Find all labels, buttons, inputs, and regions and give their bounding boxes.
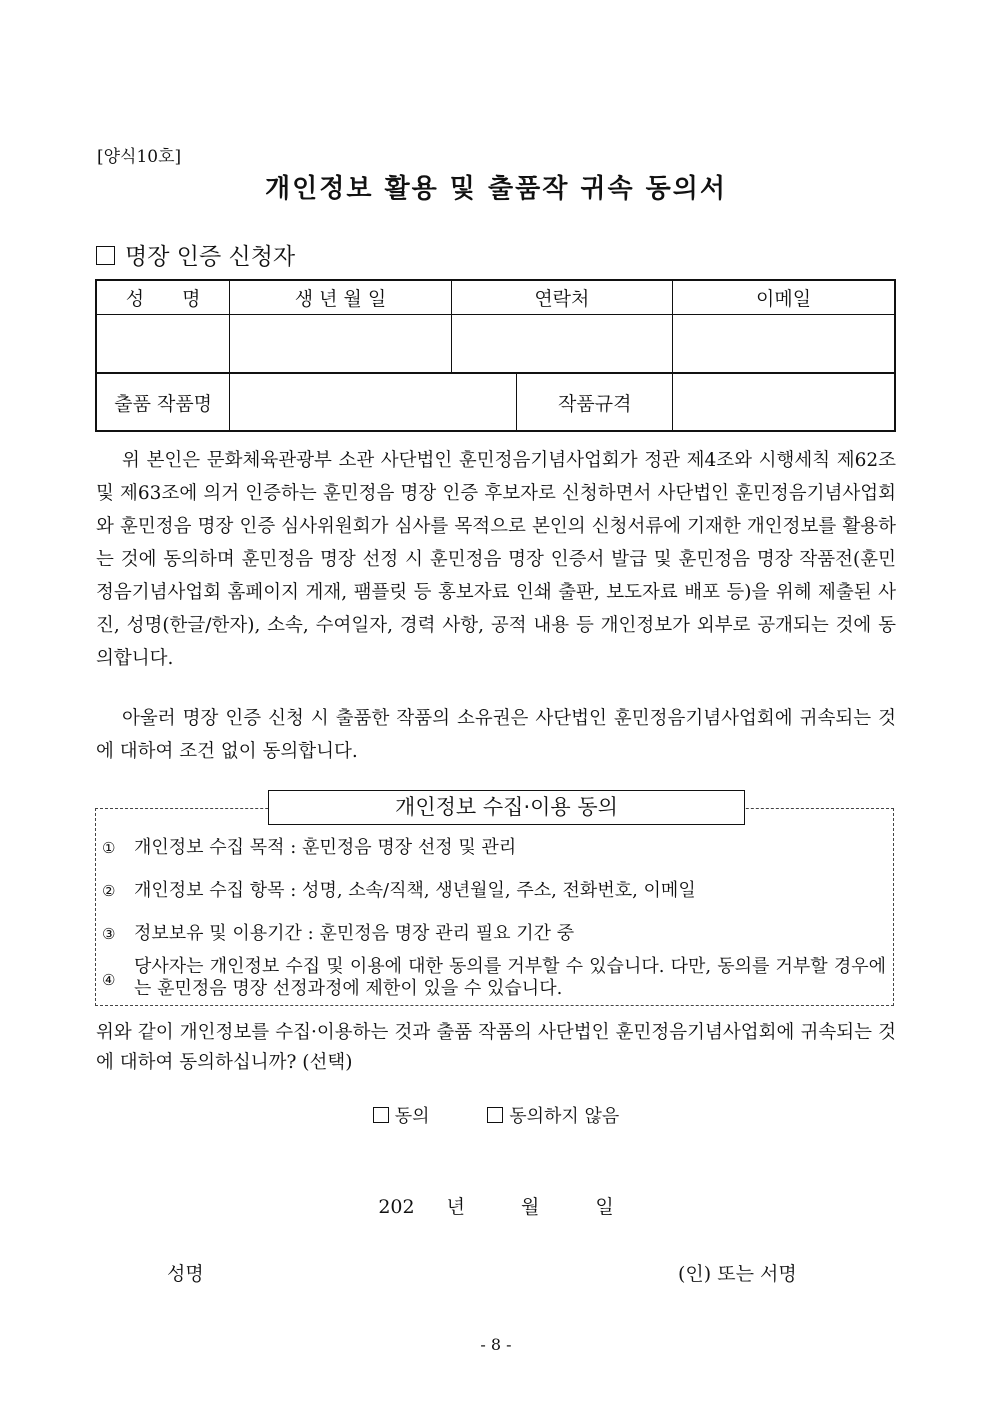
signature-sign-label: (인) 또는 서명 [678, 1263, 797, 1285]
section-label: 명장 인증 신청자 [125, 244, 296, 270]
privacy-consent-title: 개인정보 수집·이용 동의 [268, 790, 745, 825]
paragraph-1-text: 위 본인은 문화체육관광부 소관 사단법인 훈민정음기념사업회가 정관 제4조와 시행세칙 제62조 및 제63조에 의거 인증하는 훈민정음 명장 인증 후보자로 신청하면서 사단법인 훈민정음기념사업회와 훈민정음 명장 인증 심사위원회가 심사를 목적으로 본인의 신청서류에 기재한 개인정보를 활용하는 것에 동의하며 훈민정음 명장 선정 시 훈민정음 명장 인증서 발급 및 훈민정음 명장 작품전(훈민정음기념사업회 홈페이지 게재, 팸플릿 등 홍보자료 인쇄 출판, 보도자료 배포 등)을 위헤 제출된 사진, 성명(한글/한자), 소속, 수여일자, 경력 사항, 공적 내용 등 개인정보가 외부로 공개되는 것에 동의합니다. [96, 450, 896, 669]
agree-option[interactable] [373, 1102, 430, 1128]
contact-cell[interactable] [451, 315, 672, 374]
consent-item [102, 919, 892, 945]
consent-item [102, 833, 892, 859]
consent-paragraph-2 [96, 702, 896, 768]
birth-cell[interactable] [230, 315, 451, 374]
page-number: - 8 - [480, 1335, 512, 1354]
consent-item [102, 876, 892, 902]
consent-question: 위와 같이 개인정보를 수집·이용하는 것과 출품 작품의 사단법인 훈민정음기념사업회에 귀속되는 것에 대하여 동의하십니까? (선택) [96, 1022, 896, 1073]
header-contact: 연락처 [451, 280, 672, 315]
work-spec-cell[interactable] [673, 373, 895, 431]
item-text: 개인정보 수집 항목 : 성명, 소속/직책, 생년월일, 주소, 전화번호, 이메일 [134, 880, 696, 901]
header-birth: 생 년 월 일 [230, 280, 451, 315]
header-email: 이메일 [673, 280, 895, 315]
form-number: [양식10호] [97, 147, 182, 167]
consent-paragraph-1 [96, 444, 896, 675]
checkbox-icon[interactable] [373, 1107, 389, 1123]
item-text: 정보보유 및 이용기간 : 훈민정음 명장 관리 필요 기간 중 [134, 923, 575, 944]
consent-options [0, 1102, 992, 1128]
checkbox-icon[interactable] [487, 1107, 503, 1123]
document-title: 개인정보 활용 및 출품작 귀속 동의서 [265, 174, 727, 204]
item-number: ④ [102, 971, 116, 989]
date-month-unit: 월 [520, 1196, 540, 1218]
item-text: 개인정보 수집 목적 : 훈민정음 명장 선정 및 관리 [134, 837, 517, 858]
disagree-label: 동의하지 않음 [509, 1106, 620, 1127]
date-line [0, 1192, 992, 1219]
work-spec-label: 작품규격 [517, 373, 673, 431]
disagree-option[interactable] [487, 1102, 619, 1128]
item-number: ③ [102, 925, 116, 943]
item-number: ② [102, 882, 116, 900]
item-text: 당사자는 개인정보 수집 및 이용에 대한 동의를 거부할 수 있습니다. 다만, 동의를 거부할 경우에는 훈민정음 명장 선정과정에 제한이 있을 수 있습니다. [134, 956, 886, 999]
applicant-section-heading [96, 238, 295, 271]
date-day-unit: 일 [595, 1196, 614, 1218]
signature-name-label: 성명 [167, 1263, 204, 1285]
name-cell[interactable] [96, 315, 230, 374]
header-name: 성 명 [96, 280, 230, 315]
item-number: ① [102, 839, 116, 857]
square-icon [96, 246, 115, 265]
date-year-unit: 년 [446, 1196, 465, 1218]
date-year: 202 [378, 1196, 415, 1218]
applicant-table [95, 279, 896, 432]
work-title-cell[interactable] [230, 373, 517, 431]
paragraph-2-text: 아울러 명장 인증 신청 시 출품한 작품의 소유권은 사단법인 훈민정음기념사업회에 귀속되는 것에 대하여 조건 없이 동의합니다. [96, 708, 896, 762]
agree-label: 동의 [394, 1106, 430, 1127]
email-cell[interactable] [673, 315, 895, 374]
work-title-label: 출품 작품명 [96, 373, 230, 431]
